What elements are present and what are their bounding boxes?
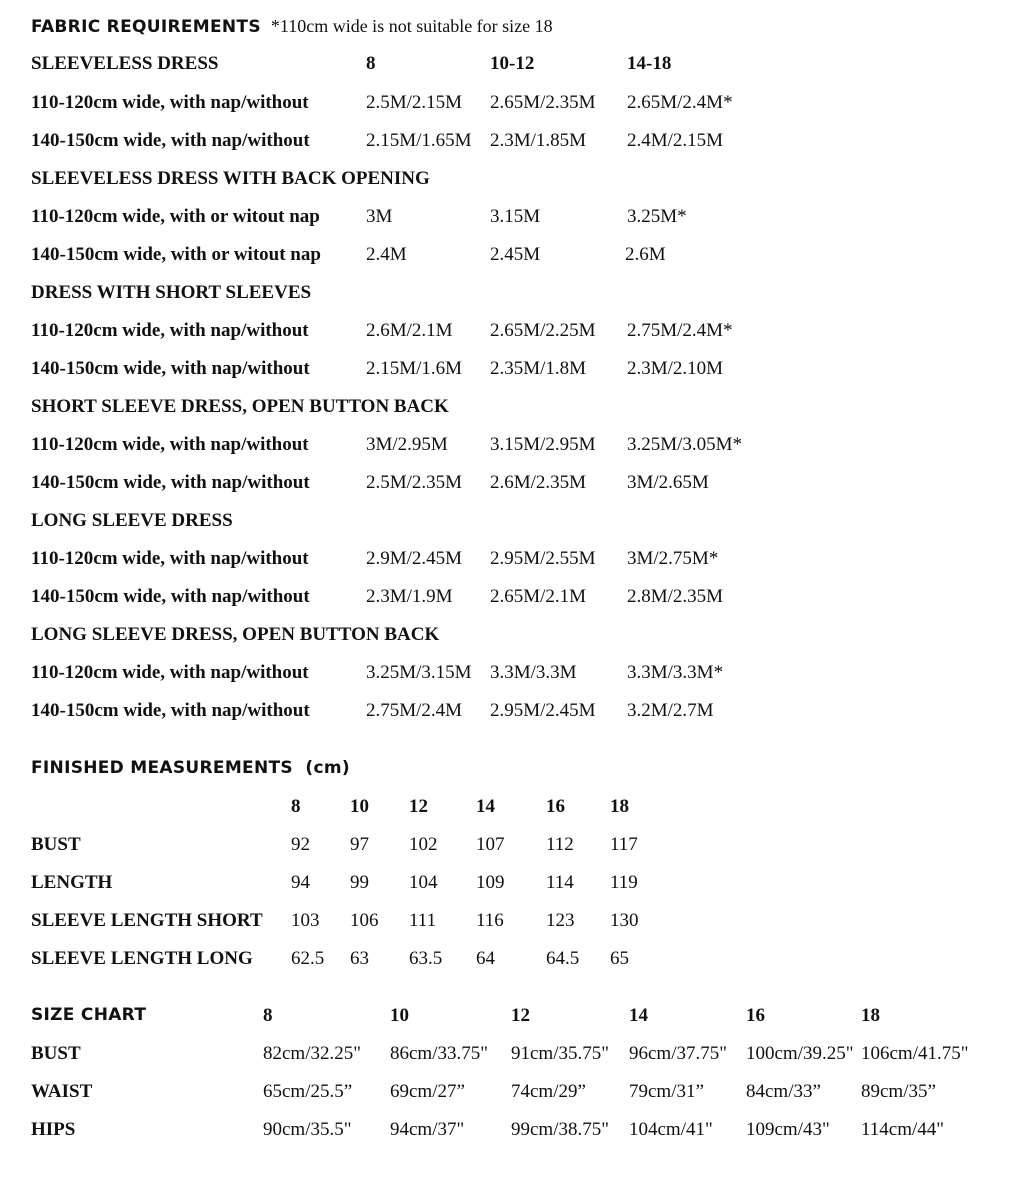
finished-cell: 130: [610, 910, 639, 931]
size-chart-row-label: BUST: [31, 1043, 81, 1064]
size-chart-cell: 82cm/32.25": [263, 1043, 361, 1064]
finished-cell: 102: [409, 834, 438, 855]
fabric-cell: 2.15M/1.65M: [366, 130, 472, 151]
fabric-cell: 2.65M/2.4M*: [627, 92, 733, 113]
size-chart-header: 14: [629, 1005, 648, 1026]
finished-cell: 114: [546, 872, 574, 893]
fabric-cell: 2.4M: [366, 244, 407, 265]
fabric-cell: 3.25M/3.15M: [366, 662, 472, 683]
size-chart-cell: 89cm/35”: [861, 1081, 936, 1102]
finished-cell: 63: [350, 948, 369, 969]
fabric-cell: 2.65M/2.25M: [490, 320, 596, 341]
fabric-cell: 3M: [366, 206, 393, 227]
fabric-cell: 3M/2.75M*: [627, 548, 719, 569]
fabric-cell: 2.95M/2.55M: [490, 548, 596, 569]
size-chart-cell: 106cm/41.75": [861, 1043, 969, 1064]
size-chart-cell: 84cm/33”: [746, 1081, 821, 1102]
finished-cell: 106: [350, 910, 379, 931]
fabric-row-label: 110-120cm wide, with or witout nap: [31, 206, 320, 227]
fabric-row-label: 110-120cm wide, with nap/without: [31, 434, 309, 455]
finished-cell: 62.5: [291, 948, 325, 969]
finished-cell: 92: [291, 834, 310, 855]
fabric-cell: 2.3M/1.9M: [366, 586, 453, 607]
finished-cell: 64.5: [546, 948, 580, 969]
finished-row-label: SLEEVE LENGTH SHORT: [31, 910, 263, 931]
fabric-cell: 2.75M/2.4M*: [627, 320, 733, 341]
fabric-row-label: 140-150cm wide, with nap/without: [31, 130, 310, 151]
size-chart-cell: 90cm/35.5": [263, 1119, 352, 1140]
fabric-row-label: 140-150cm wide, with nap/without: [31, 586, 310, 607]
fabric-cell: 2.75M/2.4M: [366, 700, 463, 721]
size-chart-cell: 100cm/39.25": [746, 1043, 854, 1064]
fabric-cell: 2.45M: [490, 244, 541, 265]
fabric-row-label: 140-150cm wide, with or witout nap: [31, 244, 321, 265]
fabric-cell: 2.65M/2.1M: [490, 586, 587, 607]
fabric-cell: 2.3M/1.85M: [490, 130, 587, 151]
fabric-cell: 3.3M/3.3M*: [627, 662, 724, 683]
fabric-title: [31, 17, 553, 36]
fabric-section-name: DRESS WITH SHORT SLEEVES: [31, 282, 312, 303]
fabric-cell: 3.25M*: [627, 206, 687, 227]
finished-title-text: FINISHED MEASUREMENTS: [31, 758, 293, 778]
finished-header: 18: [610, 796, 629, 817]
finished-header: 8: [291, 796, 301, 817]
size-chart-cell: 65cm/25.5”: [263, 1081, 353, 1102]
finished-cell: 94: [291, 872, 310, 893]
fabric-cell: 3.15M: [490, 206, 541, 227]
fabric-note: *110cm wide is not suitable for size 18: [270, 16, 553, 36]
fabric-cell: 2.6M/2.35M: [490, 472, 587, 493]
fabric-cell: 3.15M/2.95M: [490, 434, 596, 455]
size-chart-cell: 74cm/29”: [511, 1081, 586, 1102]
fabric-section-name: SLEEVELESS DRESS WITH BACK OPENING: [31, 168, 430, 189]
finished-cell: 111: [409, 910, 437, 931]
finished-cell: 119: [610, 872, 638, 893]
fabric-cell: 2.8M/2.35M: [627, 586, 724, 607]
size-chart-cell: 99cm/38.75": [511, 1119, 609, 1140]
fabric-header-14-18: 14-18: [627, 53, 672, 74]
fabric-section-name: SHORT SLEEVE DRESS, OPEN BUTTON BACK: [31, 396, 449, 417]
fabric-section-name: LONG SLEEVE DRESS, OPEN BUTTON BACK: [31, 624, 440, 645]
size-chart-header: 16: [746, 1005, 765, 1026]
fabric-header-8: 8: [366, 53, 376, 74]
size-chart-cell: 96cm/37.75": [629, 1043, 727, 1064]
fabric-section-name: LONG SLEEVE DRESS: [31, 510, 233, 531]
fabric-cell: 2.35M/1.8M: [490, 358, 587, 379]
finished-cell: 116: [476, 910, 504, 931]
finished-row-label: LENGTH: [31, 872, 113, 893]
fabric-section-name: SLEEVELESS DRESS: [31, 53, 219, 74]
finished-cell: 117: [610, 834, 638, 855]
finished-cell: 97: [350, 834, 369, 855]
fabric-row-label: 140-150cm wide, with nap/without: [31, 472, 310, 493]
size-chart-header: 8: [263, 1005, 273, 1026]
fabric-cell: 3M/2.65M: [627, 472, 709, 493]
finished-cell: 103: [291, 910, 320, 931]
size-chart-row-label: HIPS: [31, 1119, 76, 1140]
fabric-cell: 2.6M/2.1M: [366, 320, 453, 341]
finished-header: 12: [409, 796, 428, 817]
fabric-row-label: 110-120cm wide, with nap/without: [31, 92, 309, 113]
finished-cell: 63.5: [409, 948, 443, 969]
finished-row-label: SLEEVE LENGTH LONG: [31, 948, 253, 969]
fabric-cell: 2.9M/2.45M: [366, 548, 463, 569]
fabric-header-10-12: 10-12: [490, 53, 535, 74]
size-chart-cell: 69cm/27”: [390, 1081, 465, 1102]
fabric-row-label: 110-120cm wide, with nap/without: [31, 320, 309, 341]
fabric-cell: 2.95M/2.45M: [490, 700, 596, 721]
fabric-cell: 3.25M/3.05M*: [627, 434, 743, 455]
finished-cell: 107: [476, 834, 505, 855]
size-chart-cell: 91cm/35.75": [511, 1043, 609, 1064]
size-chart-header: 10: [390, 1005, 409, 1026]
size-chart-cell: 79cm/31”: [629, 1081, 704, 1102]
finished-cell: 109: [476, 872, 505, 893]
finished-row-label: BUST: [31, 834, 81, 855]
finished-cell: 104: [409, 872, 438, 893]
fabric-row-label: 140-150cm wide, with nap/without: [31, 700, 310, 721]
fabric-cell: 2.6M: [625, 244, 666, 265]
size-chart-header: 12: [511, 1005, 530, 1026]
fabric-title-text: FABRIC REQUIREMENTS: [31, 17, 261, 37]
fabric-cell: 3M/2.95M: [366, 434, 448, 455]
finished-cell: 99: [350, 872, 369, 893]
fabric-cell: 2.5M/2.35M: [366, 472, 463, 493]
finished-cell: 64: [476, 948, 495, 969]
fabric-cell: 2.15M/1.6M: [366, 358, 463, 379]
fabric-cell: 2.5M/2.15M: [366, 92, 463, 113]
fabric-cell: 2.3M/2.10M: [627, 358, 724, 379]
fabric-row-label: 140-150cm wide, with nap/without: [31, 358, 310, 379]
size-chart-cell: 86cm/33.75": [390, 1043, 488, 1064]
finished-header: 10: [350, 796, 369, 817]
finished-header: 14: [476, 796, 495, 817]
fabric-cell: 2.65M/2.35M: [490, 92, 596, 113]
size-chart-header: 18: [861, 1005, 880, 1026]
fabric-row-label: 110-120cm wide, with nap/without: [31, 662, 309, 683]
fabric-cell: 3.3M/3.3M: [490, 662, 577, 683]
fabric-cell: 2.4M/2.15M: [627, 130, 724, 151]
finished-unit: (cm): [305, 758, 350, 778]
finished-title: [31, 760, 350, 777]
size-chart-cell: 94cm/37": [390, 1119, 465, 1140]
size-chart-title: SIZE CHART: [31, 1005, 147, 1025]
finished-cell: 112: [546, 834, 574, 855]
size-chart-cell: 109cm/43": [746, 1119, 830, 1140]
fabric-cell: 3.2M/2.7M: [627, 700, 714, 721]
finished-cell: 123: [546, 910, 575, 931]
size-chart-cell: 114cm/44": [861, 1119, 945, 1140]
fabric-row-label: 110-120cm wide, with nap/without: [31, 548, 309, 569]
finished-header: 16: [546, 796, 565, 817]
size-chart-cell: 104cm/41": [629, 1119, 713, 1140]
size-chart-row-label: WAIST: [31, 1081, 93, 1102]
finished-cell: 65: [610, 948, 629, 969]
